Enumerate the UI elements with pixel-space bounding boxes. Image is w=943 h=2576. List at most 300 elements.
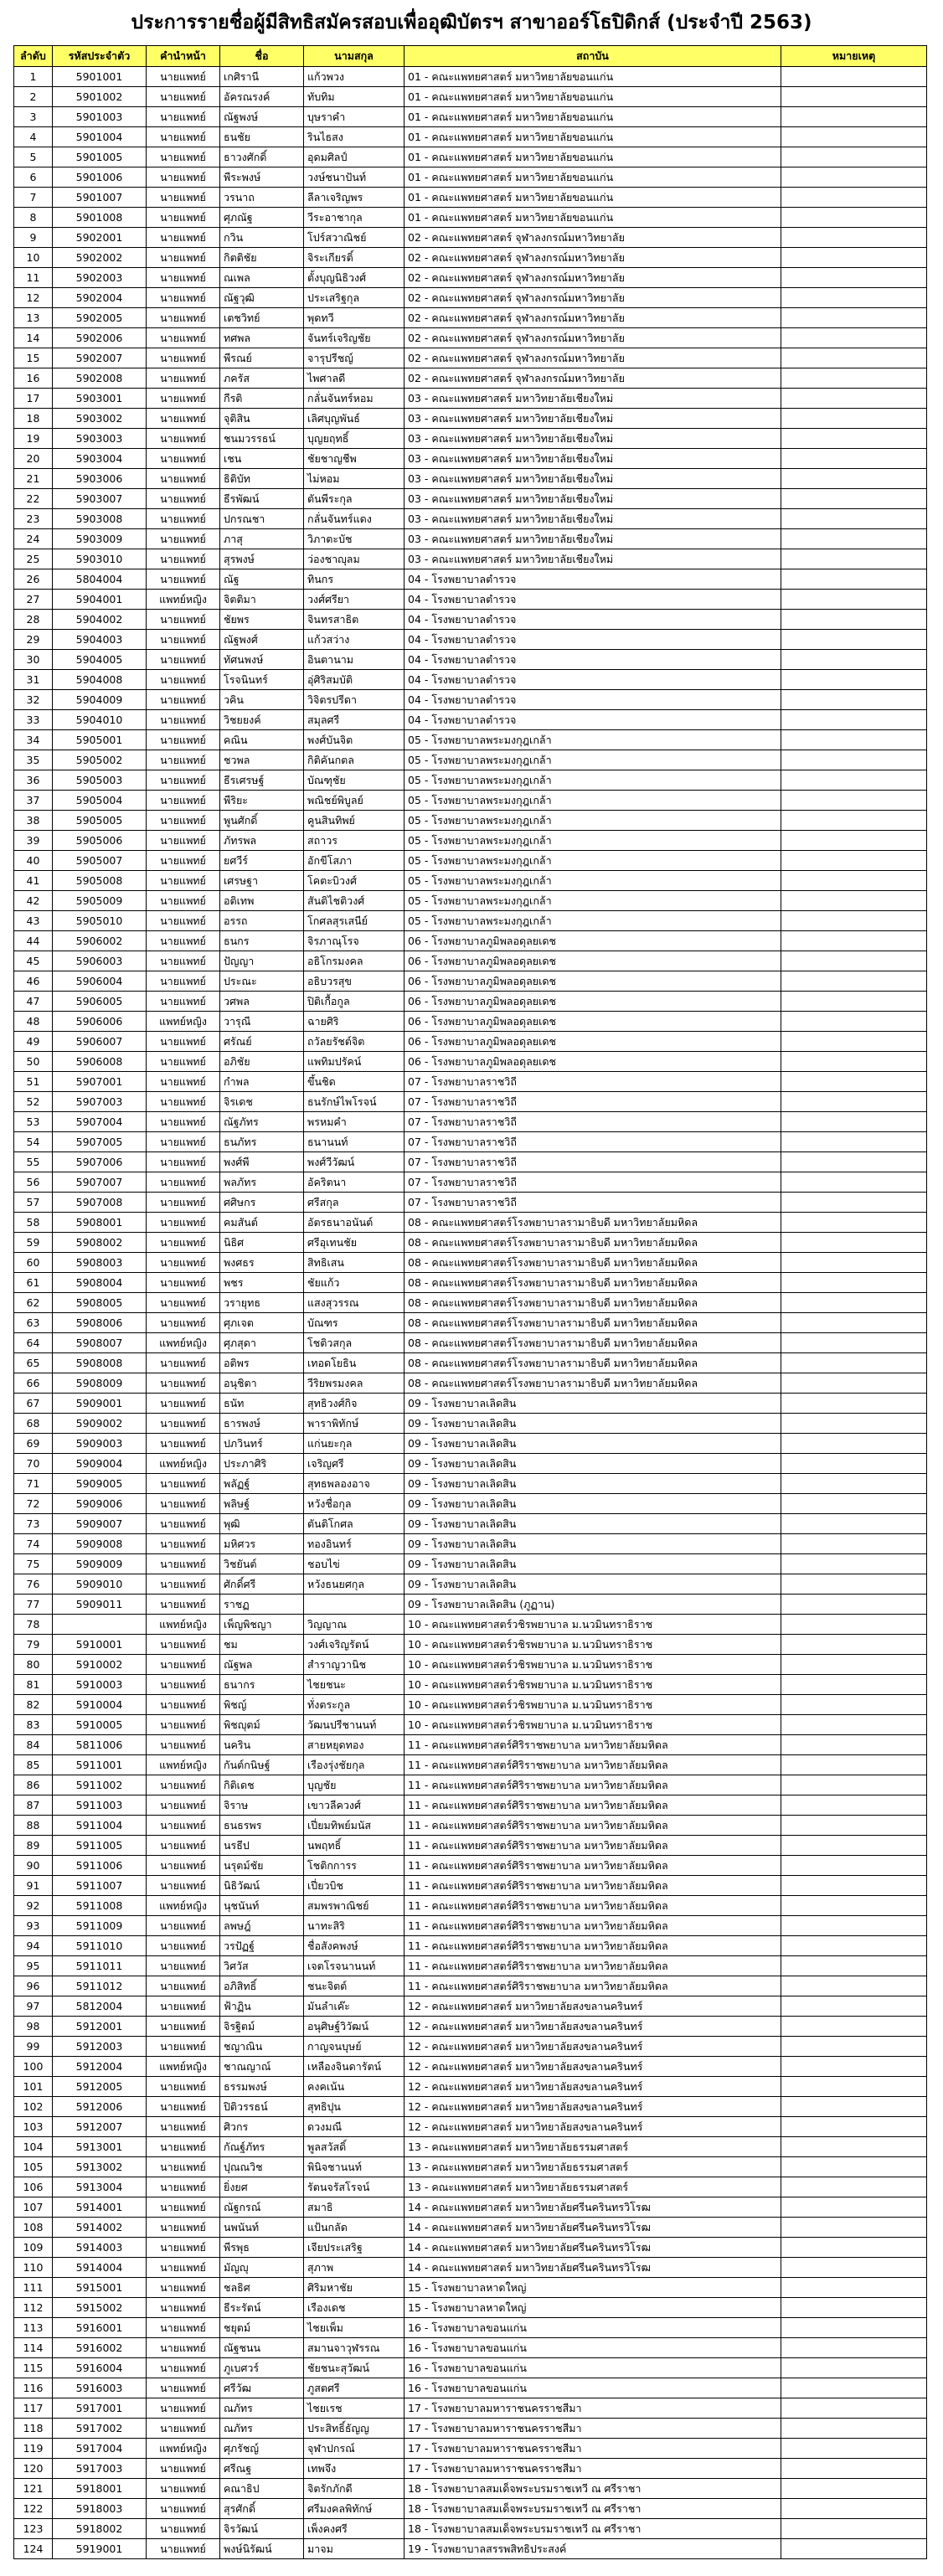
table-row [14, 1876, 927, 1896]
cell-no: 78 [14, 1615, 53, 1635]
cell-surname: เจียประเสริฐ [304, 2238, 405, 2258]
cell-surname: ศิริมหาชัย [304, 2278, 405, 2298]
cell-institution: 08 - คณะแพทยศาสตร์โรงพยาบาลรามาธิบดี มหาวิทยาลัยมหิดล [405, 1313, 781, 1333]
cell-code: 5911010 [53, 1936, 147, 1956]
cell-institution: 02 - คณะแพทยศาสตร์ จุฬาลงกรณ์มหาวิทยาลัย [405, 368, 781, 389]
cell-institution: 02 - คณะแพทยศาสตร์ จุฬาลงกรณ์มหาวิทยาลัย [405, 288, 781, 308]
cell-institution: 16 - โรงพยาบาลขอนแก่น [405, 2338, 781, 2358]
cell-prefix: นายแพทย์ [147, 630, 220, 650]
cell-institution: 04 - โรงพยาบาลตำรวจ [405, 670, 781, 690]
table-row [14, 2539, 927, 2559]
cell-code: 5918003 [53, 2499, 147, 2519]
table-row [14, 2258, 927, 2278]
cell-remark [781, 1032, 927, 1052]
cell-surname: เจริญศรี [304, 1454, 405, 1474]
cell-institution: 01 - คณะแพทยศาสตร์ มหาวิทยาลัยขอนแก่น [405, 208, 781, 228]
cell-first-name: ศุภเจต [220, 1313, 304, 1333]
cell-remark [781, 2338, 927, 2358]
cell-prefix: นายแพทย์ [147, 2238, 220, 2258]
cell-institution: 16 - โรงพยาบาลขอนแก่น [405, 2378, 781, 2398]
cell-institution: 19 - โรงพยาบาลสรรพสิทธิประสงค์ [405, 2539, 781, 2559]
cell-surname: แสงสุวรรณ [304, 1293, 405, 1313]
table-row [14, 489, 927, 509]
table-row [14, 871, 927, 891]
table-row [14, 2439, 927, 2459]
cell-remark [781, 1454, 927, 1474]
cell-institution: 02 - คณะแพทยศาสตร์ จุฬาลงกรณ์มหาวิทยาลัย [405, 248, 781, 268]
cell-first-name: พิชญุตม์ [220, 1715, 304, 1735]
cell-no: 119 [14, 2439, 53, 2459]
cell-surname: หวังธนยศกุล [304, 1574, 405, 1595]
cell-no: 27 [14, 590, 53, 610]
cell-remark [781, 730, 927, 750]
cell-no: 6 [14, 167, 53, 188]
cell-no: 11 [14, 268, 53, 288]
cell-prefix: นายแพทย์ [147, 429, 220, 449]
cell-institution: 04 - โรงพยาบาลตำรวจ [405, 590, 781, 610]
cell-no: 47 [14, 992, 53, 1012]
cell-institution: 03 - คณะแพทยศาสตร์ มหาวิทยาลัยเชียงใหม่ [405, 469, 781, 489]
table-row [14, 2197, 927, 2218]
cell-no: 77 [14, 1595, 53, 1615]
cell-prefix: นายแพทย์ [147, 891, 220, 911]
cell-first-name: พีริยะ [220, 791, 304, 811]
cell-surname: เหลืองจินดารัตน์ [304, 2057, 405, 2077]
cell-first-name: ภัทรพล [220, 831, 304, 851]
cell-prefix: นายแพทย์ [147, 1856, 220, 1876]
table-row [14, 1574, 927, 1595]
cell-surname: สถาวร [304, 831, 405, 851]
cell-first-name: จุติสิน [220, 409, 304, 429]
cell-surname: วีริยพรมงคล [304, 1373, 405, 1394]
cell-first-name: นุชนันท์ [220, 1896, 304, 1916]
cell-no: 52 [14, 1092, 53, 1112]
cell-surname: ชอบไข่ [304, 1554, 405, 1574]
cell-remark [781, 1273, 927, 1293]
cell-first-name: ลพษฎ์ [220, 1916, 304, 1936]
cell-first-name: ศรีวัฒ [220, 2378, 304, 2398]
cell-remark [781, 931, 927, 951]
cell-no: 115 [14, 2358, 53, 2378]
cell-no: 4 [14, 127, 53, 147]
table-row [14, 1996, 927, 2017]
cell-code: 5918002 [53, 2519, 147, 2539]
table-row [14, 1554, 927, 1574]
cell-prefix: นายแพทย์ [147, 107, 220, 127]
cell-first-name: กัณฐ์ภัทร [220, 2137, 304, 2157]
cell-no: 1 [14, 67, 53, 87]
cell-code: 5902002 [53, 248, 147, 268]
cell-no: 7 [14, 188, 53, 208]
table-row [14, 992, 927, 1012]
cell-remark [781, 1414, 927, 1434]
cell-institution: 03 - คณะแพทยศาสตร์ มหาวิทยาลัยเชียงใหม่ [405, 389, 781, 409]
cell-surname: คูนสินทิพย์ [304, 811, 405, 831]
cell-first-name: นรธีป [220, 1836, 304, 1856]
cell-first-name: ศุภสุดา [220, 1333, 304, 1353]
cell-no: 23 [14, 509, 53, 529]
cell-code: 5916001 [53, 2318, 147, 2338]
cell-first-name: ศักดิ์ศรี [220, 1574, 304, 1595]
cell-no: 56 [14, 1172, 53, 1193]
cell-prefix: นายแพทย์ [147, 1534, 220, 1554]
cell-first-name: ปิติวรรธน์ [220, 2097, 304, 2117]
cell-prefix: นายแพทย์ [147, 1816, 220, 1836]
cell-remark [781, 992, 927, 1012]
cell-no: 98 [14, 2017, 53, 2037]
cell-surname: อัตรธนาอนันต์ [304, 1213, 405, 1233]
table-row [14, 710, 927, 730]
cell-code: 5911008 [53, 1896, 147, 1916]
cell-institution: 18 - โรงพยาบาลสมเด็จพระบรมราชเทวี ณ ศรีราชา [405, 2499, 781, 2519]
cell-institution: 16 - โรงพยาบาลขอนแก่น [405, 2358, 781, 2378]
cell-prefix: นายแพทย์ [147, 2398, 220, 2419]
cell-institution: 12 - คณะแพทยศาสตร์ มหาวิทยาลัยสงขลานครินทร์ [405, 2077, 781, 2097]
cell-code: 5905004 [53, 791, 147, 811]
table-row [14, 2037, 927, 2057]
cell-prefix: นายแพทย์ [147, 288, 220, 308]
cell-first-name: ยศวีร์ [220, 851, 304, 871]
cell-prefix: นายแพทย์ [147, 1373, 220, 1394]
cell-institution: 09 - โรงพยาบาลเลิดสิน [405, 1474, 781, 1494]
cell-no: 3 [14, 107, 53, 127]
cell-remark [781, 670, 927, 690]
cell-institution: 03 - คณะแพทยศาสตร์ มหาวิทยาลัยเชียงใหม่ [405, 549, 781, 569]
cell-no: 33 [14, 710, 53, 730]
cell-institution: 15 - โรงพยาบาลหาดใหญ่ [405, 2278, 781, 2298]
cell-remark [781, 911, 927, 931]
table-row [14, 1233, 927, 1253]
cell-no: 40 [14, 851, 53, 871]
cell-no: 89 [14, 1836, 53, 1856]
table-row [14, 569, 927, 590]
cell-remark [781, 368, 927, 389]
cell-surname: โกศลสุรเสนีย์ [304, 911, 405, 931]
cell-remark [781, 328, 927, 348]
cell-code: 5919001 [53, 2539, 147, 2559]
cell-first-name: ธิติบัท [220, 469, 304, 489]
cell-prefix: นายแพทย์ [147, 67, 220, 87]
cell-prefix: นายแพทย์ [147, 1514, 220, 1534]
cell-institution: 07 - โรงพยาบาลราชวิถี [405, 1132, 781, 1152]
cell-first-name: วิชยยงค์ [220, 710, 304, 730]
cell-institution: 01 - คณะแพทยศาสตร์ มหาวิทยาลัยขอนแก่น [405, 87, 781, 107]
cell-first-name: นิธิวัฒน์ [220, 1876, 304, 1896]
cell-code: 5905003 [53, 770, 147, 791]
cell-no: 76 [14, 1574, 53, 1595]
cell-surname: จิรภาณุโรจ [304, 931, 405, 951]
table-row [14, 107, 927, 127]
cell-remark [781, 67, 927, 87]
cell-first-name: ยิ่งยศ [220, 2177, 304, 2197]
cell-no: 13 [14, 308, 53, 328]
cell-institution: 10 - คณะแพทยศาสตร์วชิรพยาบาล ม.นวมินทราธิราช [405, 1615, 781, 1635]
cell-no: 34 [14, 730, 53, 750]
cell-prefix: นายแพทย์ [147, 529, 220, 549]
cell-remark [781, 1655, 927, 1675]
cell-no: 66 [14, 1373, 53, 1394]
cell-surname: เรืองเดช [304, 2298, 405, 2318]
cell-remark [781, 208, 927, 228]
cell-first-name: ปุณณวิช [220, 2157, 304, 2177]
cell-first-name: จิตติมา [220, 590, 304, 610]
cell-remark [781, 188, 927, 208]
cell-first-name: ทัศนพงษ์ [220, 650, 304, 670]
cell-institution: 04 - โรงพยาบาลตำรวจ [405, 630, 781, 650]
cell-institution: 07 - โรงพยาบาลราชวิถี [405, 1092, 781, 1112]
cell-surname: ภูสตศรี [304, 2378, 405, 2398]
cell-surname: จารุปรีชญ์ [304, 348, 405, 368]
cell-institution: 01 - คณะแพทยศาสตร์ มหาวิทยาลัยขอนแก่น [405, 127, 781, 147]
cell-remark [781, 1172, 927, 1193]
cell-remark [781, 1534, 927, 1554]
cell-first-name: นพนันท์ [220, 2218, 304, 2238]
cell-code: 5918001 [53, 2479, 147, 2499]
cell-remark [781, 2218, 927, 2238]
cell-code: 5907004 [53, 1112, 147, 1132]
cell-prefix: นายแพทย์ [147, 328, 220, 348]
cell-code: 5911002 [53, 1775, 147, 1795]
cell-no: 73 [14, 1514, 53, 1534]
cell-no: 110 [14, 2258, 53, 2278]
cell-surname: ศรีมงคลพิทักษ์ [304, 2499, 405, 2519]
cell-remark [781, 1514, 927, 1534]
cell-prefix: นายแพทย์ [147, 248, 220, 268]
cell-code: 5905010 [53, 911, 147, 931]
cell-prefix: นายแพทย์ [147, 1112, 220, 1132]
cell-no: 120 [14, 2459, 53, 2479]
cell-prefix: นายแพทย์ [147, 549, 220, 569]
cell-no: 18 [14, 409, 53, 429]
table-row [14, 1193, 927, 1213]
table-row [14, 1795, 927, 1816]
cell-code: 5908006 [53, 1313, 147, 1333]
cell-first-name: ประภาศิริ [220, 1454, 304, 1474]
table-row [14, 1313, 927, 1333]
cell-prefix: นายแพทย์ [147, 851, 220, 871]
table-row [14, 2097, 927, 2117]
cell-remark [781, 2499, 927, 2519]
cell-institution: 08 - คณะแพทยศาสตร์โรงพยาบาลรามาธิบดี มหาวิทยาลัยมหิดล [405, 1333, 781, 1353]
cell-institution: 09 - โรงพยาบาลเลิดสิน [405, 1574, 781, 1595]
table-row [14, 730, 927, 750]
cell-code: 5902004 [53, 288, 147, 308]
cell-no: 8 [14, 208, 53, 228]
cell-institution: 11 - คณะแพทยศาสตร์ศิริราชพยาบาล มหาวิทยาลัยมหิดล [405, 1816, 781, 1836]
cell-surname: บัณฑุชัย [304, 770, 405, 791]
cell-no: 25 [14, 549, 53, 569]
table-row [14, 1353, 927, 1373]
cell-surname: วัฒนปรีชานนท์ [304, 1715, 405, 1735]
cell-remark [781, 1112, 927, 1132]
cell-no: 41 [14, 871, 53, 891]
cell-first-name: กันต์กนิษฐ์ [220, 1755, 304, 1775]
cell-first-name: ธนัท [220, 1394, 304, 1414]
table-row [14, 2137, 927, 2157]
cell-no: 36 [14, 770, 53, 791]
cell-no: 101 [14, 2077, 53, 2097]
cell-institution: 04 - โรงพยาบาลตำรวจ [405, 569, 781, 590]
cell-no: 31 [14, 670, 53, 690]
cell-prefix: นายแพทย์ [147, 1695, 220, 1715]
cell-first-name: ปกรณชา [220, 509, 304, 529]
table-row [14, 831, 927, 851]
cell-first-name: พูนศักดิ์ [220, 811, 304, 831]
table-row [14, 1112, 927, 1132]
cell-institution: 01 - คณะแพทยศาสตร์ มหาวิทยาลัยขอนแก่น [405, 147, 781, 167]
cell-institution: 08 - คณะแพทยศาสตร์โรงพยาบาลรามาธิบดี มหาวิทยาลัยมหิดล [405, 1293, 781, 1313]
cell-no: 44 [14, 931, 53, 951]
cell-no: 19 [14, 429, 53, 449]
cell-remark [781, 1816, 927, 1836]
cell-remark [781, 348, 927, 368]
cell-surname: ตันพีระกุล [304, 489, 405, 509]
cell-surname: จินทรสาธิต [304, 610, 405, 630]
cell-code: 5908002 [53, 1233, 147, 1253]
cell-surname: ทินกร [304, 569, 405, 590]
cell-remark [781, 389, 927, 409]
cell-code: 5811006 [53, 1735, 147, 1755]
cell-institution: 08 - คณะแพทยศาสตร์โรงพยาบาลรามาธิบดี มหาวิทยาลัยมหิดล [405, 1233, 781, 1253]
cell-no: 64 [14, 1333, 53, 1353]
cell-remark [781, 308, 927, 328]
column-header-prefix: คำนำหน้า [147, 46, 220, 67]
cell-institution: 11 - คณะแพทยศาสตร์ศิริราชพยาบาล มหาวิทยาลัยมหิดล [405, 1755, 781, 1775]
table-row [14, 1816, 927, 1836]
cell-surname: สำราญวานิช [304, 1655, 405, 1675]
cell-code: 5911005 [53, 1836, 147, 1856]
cell-no: 74 [14, 1534, 53, 1554]
table-row [14, 1695, 927, 1715]
cell-no: 114 [14, 2338, 53, 2358]
table-row [14, 127, 927, 147]
table-row [14, 1273, 927, 1293]
cell-surname: สิทธิเสน [304, 1253, 405, 1273]
cell-no: 61 [14, 1273, 53, 1293]
cell-no: 112 [14, 2298, 53, 2318]
cell-institution: 06 - โรงพยาบาลภูมิพลอดุลยเดช [405, 1032, 781, 1052]
cell-first-name: ศุภรัชญ์ [220, 2439, 304, 2459]
cell-remark [781, 248, 927, 268]
cell-prefix: นายแพทย์ [147, 1052, 220, 1072]
cell-no: 92 [14, 1896, 53, 1916]
cell-remark [781, 288, 927, 308]
cell-prefix: นายแพทย์ [147, 2519, 220, 2539]
table-row [14, 1595, 927, 1615]
cell-surname: ตั้งบุญนิธิวงศ์ [304, 268, 405, 288]
cell-first-name: สุรศักดิ์ [220, 2499, 304, 2519]
cell-remark [781, 1132, 927, 1152]
cell-code: 5909011 [53, 1595, 147, 1615]
cell-remark [781, 1936, 927, 1956]
cell-first-name: ณัฐชนน [220, 2338, 304, 2358]
cell-code: 5905005 [53, 811, 147, 831]
cell-remark [781, 1715, 927, 1735]
cell-remark [781, 2238, 927, 2258]
cell-no: 63 [14, 1313, 53, 1333]
cell-prefix: นายแพทย์ [147, 2197, 220, 2218]
cell-first-name: ชยุตม์ [220, 2318, 304, 2338]
cell-code: 5904009 [53, 690, 147, 710]
cell-prefix: แพทย์หญิง [147, 2057, 220, 2077]
cell-code: 5914002 [53, 2218, 147, 2238]
table-row [14, 1936, 927, 1956]
cell-institution: 05 - โรงพยาบาลพระมงกุฎเกล้า [405, 770, 781, 791]
table-row [14, 2057, 927, 2077]
cell-first-name: ชนมวรรธน์ [220, 429, 304, 449]
cell-institution: 14 - คณะแพทยศาสตร์ มหาวิทยาลัยศรีนครินทรวิโรฒ [405, 2197, 781, 2218]
cell-first-name: กำพล [220, 1072, 304, 1092]
table-row [14, 610, 927, 630]
cell-no: 39 [14, 831, 53, 851]
cell-remark [781, 1976, 927, 1996]
cell-prefix: นายแพทย์ [147, 208, 220, 228]
cell-remark [781, 2398, 927, 2419]
cell-remark [781, 831, 927, 851]
cell-code: 5906004 [53, 971, 147, 992]
cell-surname: ศรีอุเทนชัย [304, 1233, 405, 1253]
cell-surname: ฉายศิริ [304, 1012, 405, 1032]
cell-first-name: ธนกร [220, 931, 304, 951]
cell-no: 10 [14, 248, 53, 268]
table-body [14, 67, 927, 2559]
cell-code: 5901003 [53, 107, 147, 127]
cell-surname: จิระเกียรติ์ [304, 248, 405, 268]
cell-prefix: นายแพทย์ [147, 1152, 220, 1172]
cell-institution: 04 - โรงพยาบาลตำรวจ [405, 610, 781, 630]
cell-surname: บัณฑร [304, 1313, 405, 1333]
cell-prefix: นายแพทย์ [147, 770, 220, 791]
cell-institution: 05 - โรงพยาบาลพระมงกุฎเกล้า [405, 750, 781, 770]
table-row [14, 2017, 927, 2037]
cell-prefix: แพทย์หญิง [147, 1615, 220, 1635]
cell-no: 96 [14, 1976, 53, 1996]
cell-surname: สุภาพ [304, 2258, 405, 2278]
cell-surname: ชัยชาญชีพ [304, 449, 405, 469]
cell-institution: 07 - โรงพยาบาลราชวิถี [405, 1193, 781, 1213]
cell-no: 54 [14, 1132, 53, 1152]
cell-no: 80 [14, 1655, 53, 1675]
cell-surname: เปี่ยมทิพย์มนัส [304, 1816, 405, 1836]
cell-prefix: นายแพทย์ [147, 791, 220, 811]
table-row [14, 1373, 927, 1394]
cell-remark [781, 2197, 927, 2218]
cell-surname: พุดทวี [304, 308, 405, 328]
cell-code: 5908003 [53, 1253, 147, 1273]
cell-remark [781, 2117, 927, 2137]
cell-no: 55 [14, 1152, 53, 1172]
cell-surname: พณิชย์พิบูลย์ [304, 791, 405, 811]
table-row [14, 1394, 927, 1414]
cell-prefix: นายแพทย์ [147, 87, 220, 107]
table-row [14, 670, 927, 690]
cell-surname: ตันติโกศล [304, 1514, 405, 1534]
cell-prefix: นายแพทย์ [147, 188, 220, 208]
cell-institution: 08 - คณะแพทยศาสตร์โรงพยาบาลรามาธิบดี มหาวิทยาลัยมหิดล [405, 1353, 781, 1373]
cell-surname: วงษ์ชนาปันท์ [304, 167, 405, 188]
table-row [14, 891, 927, 911]
cell-first-name: เพ็ญพิชญา [220, 1615, 304, 1635]
cell-no: 88 [14, 1816, 53, 1836]
cell-code: 5903007 [53, 489, 147, 509]
cell-code: 5913002 [53, 2157, 147, 2177]
cell-surname: จันทร์เจริญชัย [304, 328, 405, 348]
cell-prefix: นายแพทย์ [147, 228, 220, 248]
cell-first-name: ชลธิศ [220, 2278, 304, 2298]
cell-remark [781, 2318, 927, 2338]
cell-no: 26 [14, 569, 53, 590]
table-row [14, 2479, 927, 2499]
